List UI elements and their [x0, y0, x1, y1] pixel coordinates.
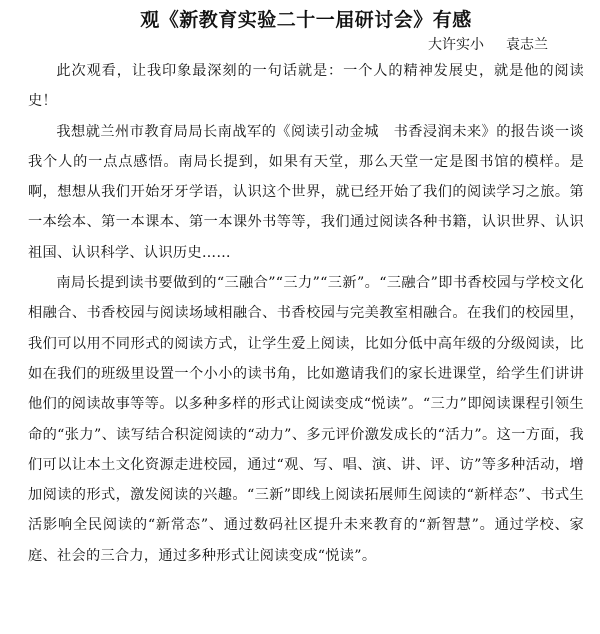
article-title: 观《新教育实验二十一届研讨会》有感	[140, 9, 472, 31]
school-name: 大许实小	[428, 37, 484, 53]
paragraph-2: 我想就兰州市教育局局长南战军的《阅读引动金城 书香浸润未来》的报告谈一谈我个人的一点点感悟。南局长提到，如果有天堂，那么天堂一定是图书馆的模样。是啊，想想从我们开始牙牙学语，认识这个世界，就已经开始了我们的阅读学习之旅。第一本绘本、第一本课本、第一本课外书等等，我们通过阅读各种书籍，认识世界、认识祖国、认识科学、认识历史……	[28, 123, 584, 261]
author-name: 袁志兰	[506, 37, 548, 53]
paragraph-3: 南局长提到读书要做到的“三融合”“三力”“三新”。“三融合”即书香校园与学校文化相融合、书香校园与阅读场域相融合、书香校园与完美教室相融合。在我们的校园里，我们可以用不同形式的阅读方式，让学生爱上阅读，比如分低中高年级的分级阅读，比如在我们的班级里设置一个小小的读书角，比如邀请我们的家长进课堂，给学生们讲讲他们的阅读故事等等。以多种多样的形式让阅读变成“悦读”。“三力”即阅读课程引领生命的“张力”、读写结合积淀阅读的“动力”、多元评价激发成长的“活力”。这一方面，我们可以让本土文化资源走进校园，通过“观、写、唱、演、讲、评、访”等多种活动，增加阅读的形式，激发阅读的兴趣。“三新”即线上阅读拓展师生阅读的“新样态”、书式生活影响全民阅读的“新常态”、通过数码社区提升未来教育的“新智慧”。通过学校、家庭、社会的三合力，通过多种形式让阅读变成“悦读”。	[28, 275, 584, 564]
byline	[28, 34, 584, 56]
paragraph-1: 此次观看，让我印象最深刻的一句话就是：一个人的精神发展史，就是他的阅读史！	[28, 63, 584, 110]
